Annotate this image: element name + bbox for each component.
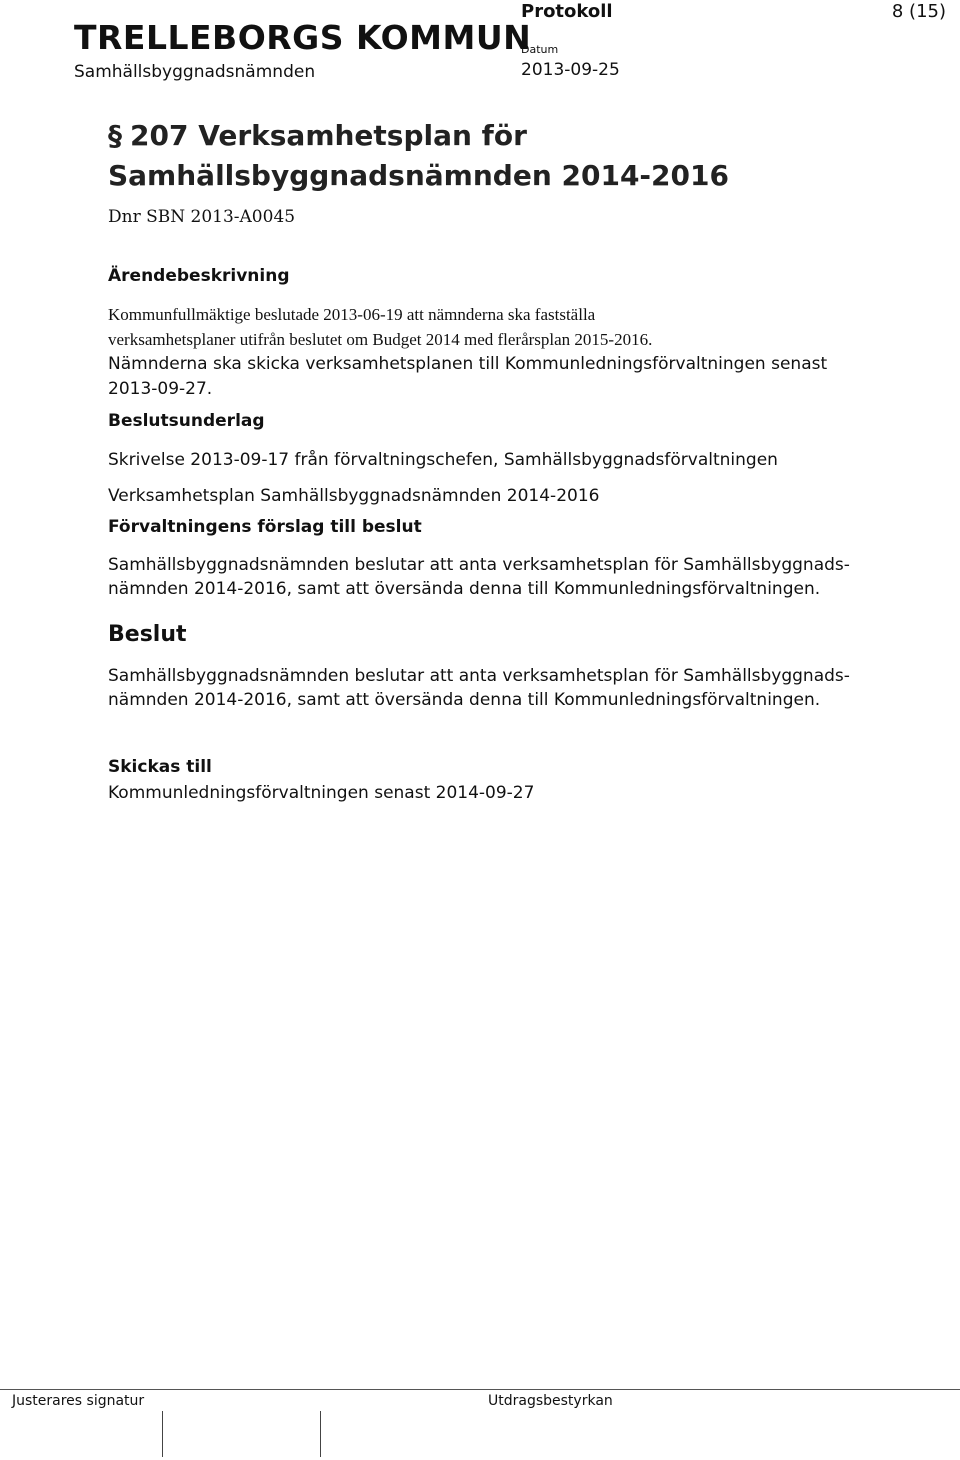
committee-name: Samhällsbyggnadsnämnden <box>74 62 316 82</box>
heading-beslut: Beslut <box>108 622 187 647</box>
signature-box-divider <box>162 1411 163 1457</box>
document-type: Protokoll <box>521 1 613 22</box>
case-number: Dnr SBN 2013-A0045 <box>108 207 296 227</box>
page-number: 8 (15) <box>891 1 946 22</box>
beslutsunderlag-item: Skrivelse 2013-09-17 från förvaltningschefen, Samhällsbyggnadsförvaltningen <box>108 450 778 470</box>
forslag-text <box>108 553 878 601</box>
signature-label: Justerares signatur <box>12 1393 145 1409</box>
heading-forslag: Förvaltningens förslag till beslut <box>108 517 422 537</box>
section-title-text: 207 Verksamhetsplan för Samhällsbyggnadsnämnden 2014-2016 <box>108 119 729 192</box>
text-line: Nämnderna ska skicka verksamhetsplanen till Kommunledningsförvaltningen senast <box>108 354 828 374</box>
heading-arendebeskrivning: Ärendebeskrivning <box>108 266 290 286</box>
heading-skickas-till: Skickas till <box>108 757 212 777</box>
text-line: nämnden 2014-2016, samt att översända denna till Kommunledningsförvaltningen. <box>108 579 821 599</box>
arendebeskrivning-text <box>108 303 898 401</box>
paragraph-icon: § <box>108 119 122 152</box>
footer-divider <box>0 1389 960 1390</box>
text-line: Samhällsbyggnadsnämnden beslutar att anta verksamhetsplan för Samhällsbyggnads- <box>108 555 850 575</box>
section-title <box>108 116 908 196</box>
extract-label: Utdragsbestyrkan <box>488 1393 613 1409</box>
signature-box-divider <box>320 1411 321 1457</box>
date-label: Datum <box>521 43 559 56</box>
beslut-text <box>108 664 878 712</box>
heading-beslutsunderlag: Beslutsunderlag <box>108 411 265 431</box>
organization-name: TRELLEBORGS KOMMUN <box>74 18 532 57</box>
text-line: nämnden 2014-2016, samt att översända denna till Kommunledningsförvaltningen. <box>108 690 821 710</box>
text-line: verksamhetsplaner utifrån beslutet om Budget 2014 med flerårsplan 2015-2016. <box>108 329 653 349</box>
recipient: Kommunledningsförvaltningen senast 2014-09-27 <box>108 783 535 803</box>
text-line: Kommunfullmäktige beslutade 2013-06-19 att nämnderna ska fastställa <box>108 305 596 324</box>
meeting-date: 2013-09-25 <box>521 60 620 80</box>
text-line: 2013-09-27. <box>108 378 213 399</box>
beslutsunderlag-item: Verksamhetsplan Samhällsbyggnadsnämnden 2014-2016 <box>108 486 600 506</box>
text-line: Samhällsbyggnadsnämnden beslutar att anta verksamhetsplan för Samhällsbyggnads- <box>108 666 850 686</box>
